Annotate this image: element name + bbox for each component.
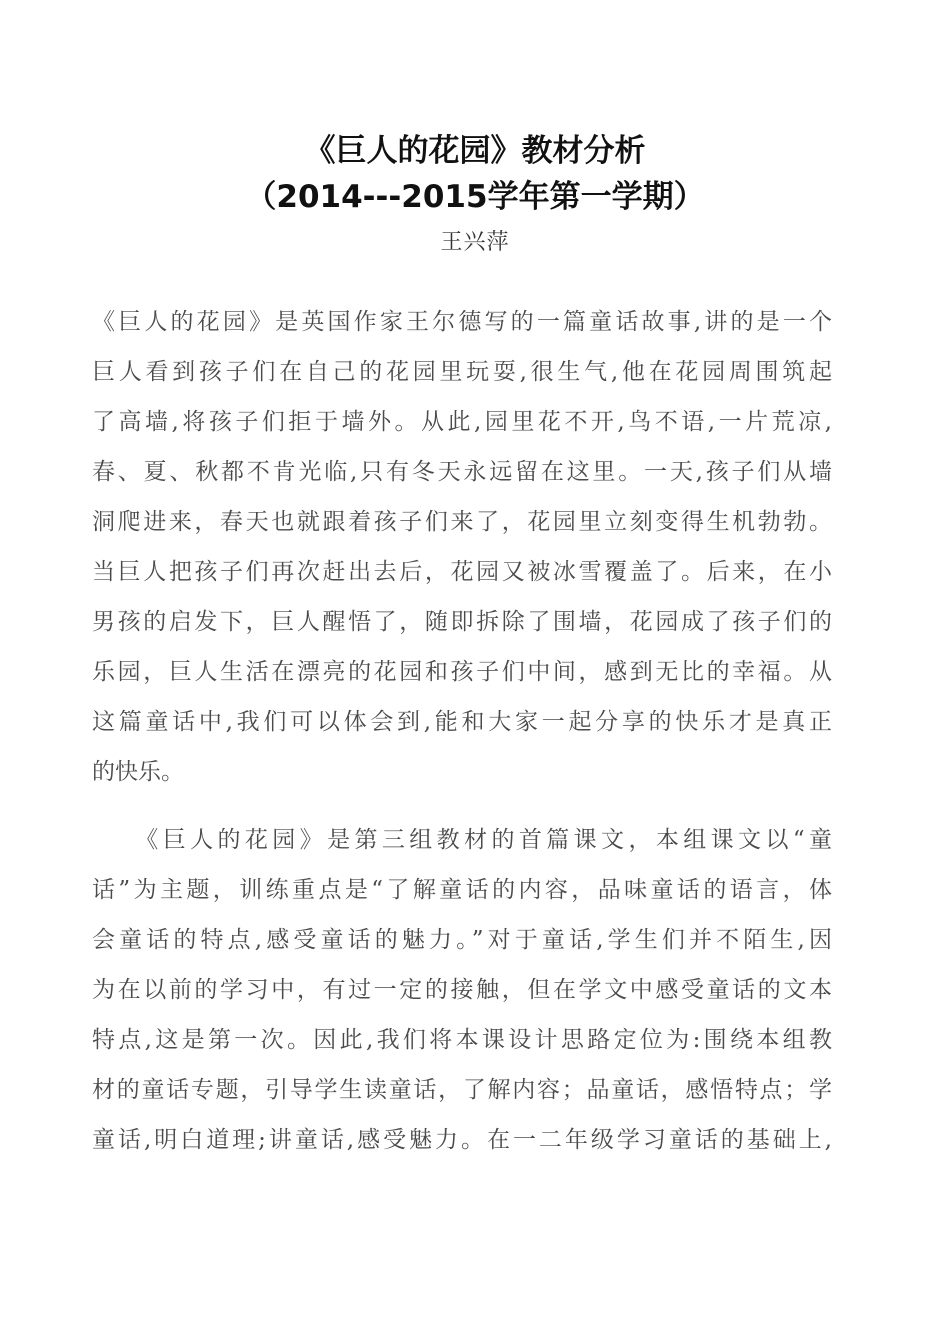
paragraph-line: 话”为主题，训练重点是“了解童话的内容，品味童话的语言，体 (92, 877, 832, 903)
paragraph-line: 乐园，巨人生活在漂亮的花园和孩子们中间，感到无比的幸福。从 (92, 659, 832, 685)
paragraph-line: 了高墙,将孩子们拒于墙外。从此,园里花不开,鸟不语,一片荒凉, (92, 409, 832, 435)
document-subtitle-term: （2014---2015学年第一学期） (245, 179, 705, 215)
document-title: 《巨人的花园》教材分析 (304, 133, 646, 169)
paragraph-line: 的快乐。 (92, 759, 184, 785)
paragraph-line: 材的童话专题，引导学生读童话，了解内容；品童话，感悟特点；学 (92, 1077, 832, 1103)
paragraph-line: 童话,明白道理;讲童话,感受魅力。在一二年级学习童话的基础上, (92, 1127, 832, 1153)
paragraph-line: 《巨人的花园》是第三组教材的首篇课文，本组课文以“童 (92, 827, 832, 853)
paragraph-line: 男孩的启发下，巨人醒悟了，随即拆除了围墙，花园成了孩子们的 (92, 609, 832, 635)
paragraph-line: 这篇童话中,我们可以体会到,能和大家一起分享的快乐才是真正 (92, 709, 832, 735)
paragraph-line: 洞爬进来，春天也就跟着孩子们来了，花园里立刻变得生机勃勃。 (92, 509, 832, 535)
paragraph-line: 为在以前的学习中，有过一定的接触，但在学文中感受童话的文本 (92, 977, 832, 1003)
paragraph-line: 会童话的特点,感受童话的魅力。”对于童话,学生们并不陌生,因 (92, 927, 832, 953)
paragraph-1 (92, 297, 832, 797)
paragraph-line: 春、夏、秋都不肯光临,只有冬天永远留在这里。一天,孩子们从墙 (92, 459, 832, 485)
paragraph-line: 当巨人把孩子们再次赶出去后，花园又被冰雪覆盖了。后来，在小 (92, 559, 832, 585)
paragraph-line: 巨人看到孩子们在自己的花园里玩耍,很生气,他在花园周围筑起 (92, 359, 832, 385)
paragraph-line: 特点,这是第一次。因此,我们将本课设计思路定位为:围绕本组教 (92, 1027, 832, 1053)
paragraph-line: 《巨人的花园》是英国作家王尔德写的一篇童话故事,讲的是一个 (92, 309, 832, 335)
paragraph-2 (92, 815, 832, 1165)
document-author: 王兴萍 (440, 230, 510, 255)
title-block (0, 128, 950, 258)
